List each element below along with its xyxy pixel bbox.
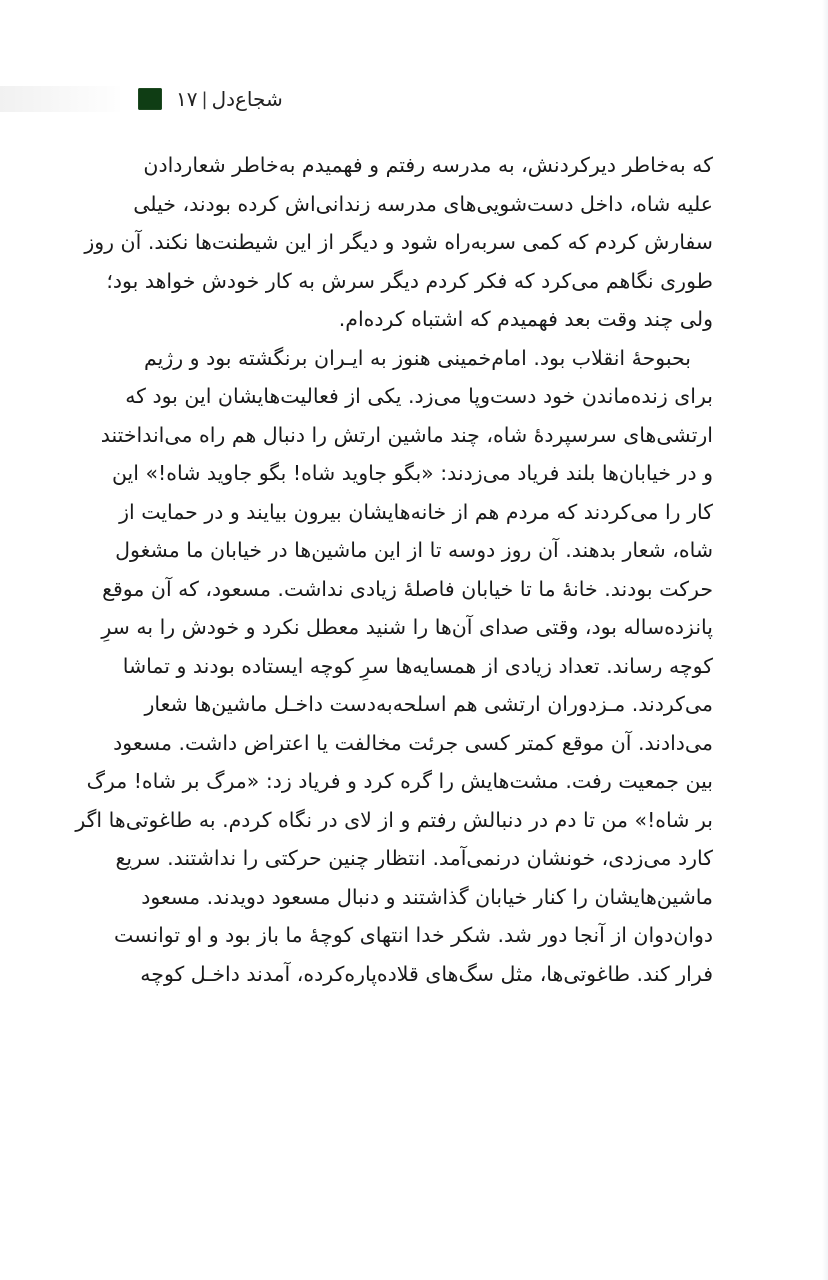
page-edge: [822, 0, 828, 1280]
text-line: ولی چند وقت بعد فهمیدم که اشتباه کرده‌ام.: [338, 307, 713, 331]
scan-shadow: [0, 86, 120, 112]
text-line: دوان‌دوان از آنجا دور شد. شکر خدا انتهای کوچهٔ ما باز بود و او توانست: [113, 923, 713, 947]
text-line: بر شاه!» من تا دم در دنبالش رفتم و از لای در نگاه کردم. به طاغوتی‌ها اگر: [75, 807, 713, 832]
text-line: طوری نگاهم می‌کرد که فکر کردم دیگر سرش به کار خودش خواهد بود؛: [106, 268, 713, 293]
text-line: می‌دادند. آن موقع کمتر کسی جرئت مخالفت یا اعتراض داشت. مسعود: [113, 730, 713, 755]
text-line: شاه، شعار بدهند. آن روز دوسه تا از این ماشین‌ها در خیابان ما مشغول: [115, 538, 713, 562]
text-line: حرکت بودند. خانهٔ ما تا خیابان فاصلهٔ زیادی نداشت. مسعود، که آن موقع: [102, 576, 713, 601]
book-title: شجاع‌دل: [211, 87, 283, 111]
paragraph-1: [84, 146, 713, 339]
text-line: که به‌خاطر دیرکردنش، به مدرسه رفتم و فهمیدم به‌خاطر شعاردادن: [143, 153, 713, 177]
text-line: ماشین‌هایشان را کنار خیابان گذاشتند و دنبال مسعود دویدند. مسعود: [141, 884, 713, 909]
header-separator: |: [201, 88, 208, 110]
green-square-marker-icon: [138, 88, 162, 110]
text-line: کار را می‌کردند که مردم هم از خانه‌هایشان بیرون بیایند و در حمایت از: [119, 499, 713, 524]
text-line: و در خیابان‌ها بلند فریاد می‌زدند: «بگو جاوید شاه! بگو جاوید شاه!» این: [111, 461, 713, 485]
page-number: ۱۷: [176, 87, 198, 111]
header-text: [176, 87, 283, 111]
text-line: پانزده‌ساله بود، وقتی صدای آن‌ها را شنید معطل نکرد و خودش را به سرِ: [101, 615, 713, 639]
text-line: فرار کند. طاغوتی‌ها، مثل سگ‌های قلاده‌پاره‌کرده، آمدند داخـل کوچه: [140, 961, 713, 986]
body-text: [75, 146, 713, 993]
text-line: علیه شاه، داخل دست‌شویی‌های مدرسه زندانی‌اش کرده بودند، خیلی: [133, 191, 713, 216]
text-line: برای زنده‌ماندن خود دست‌وپا می‌زد. یکی از فعالیت‌هایشان این بود که: [125, 384, 713, 408]
paragraph-2: [75, 339, 713, 994]
text-line: ارتشی‌های سرسپردهٔ شاه، چند ماشین ارتش را دنبال هم راه می‌انداختند: [100, 422, 713, 447]
text-line: بین جمعیت رفت. مشت‌هایش را گره کرد و فریاد زد: «مرگ بر شاه! مرگ: [86, 769, 713, 793]
running-header: [138, 84, 283, 114]
text-line: می‌کردند. مـزدوران ارتشی هم اسلحه‌به‌دست داخـل ماشین‌ها شعار: [144, 692, 713, 716]
text-line: سفارش کردم که کمی سربه‌راه شود و دیگر از این شیطنت‌ها نکند. آن روز: [84, 230, 713, 254]
text-line: کوچه رساند. تعداد زیادی از همسایه‌ها سرِ کوچه ایستاده بودند و تماشا: [122, 653, 713, 678]
text-line: کارد می‌زدی، خونشان درنمی‌آمد. انتظار چنین حرکتی را نداشتند. سریع: [115, 846, 713, 870]
text-line: بحبوحهٔ انقلاب بود. امام‌خمینی هنوز به ایـران برنگشته بود و رژیم: [143, 345, 691, 370]
